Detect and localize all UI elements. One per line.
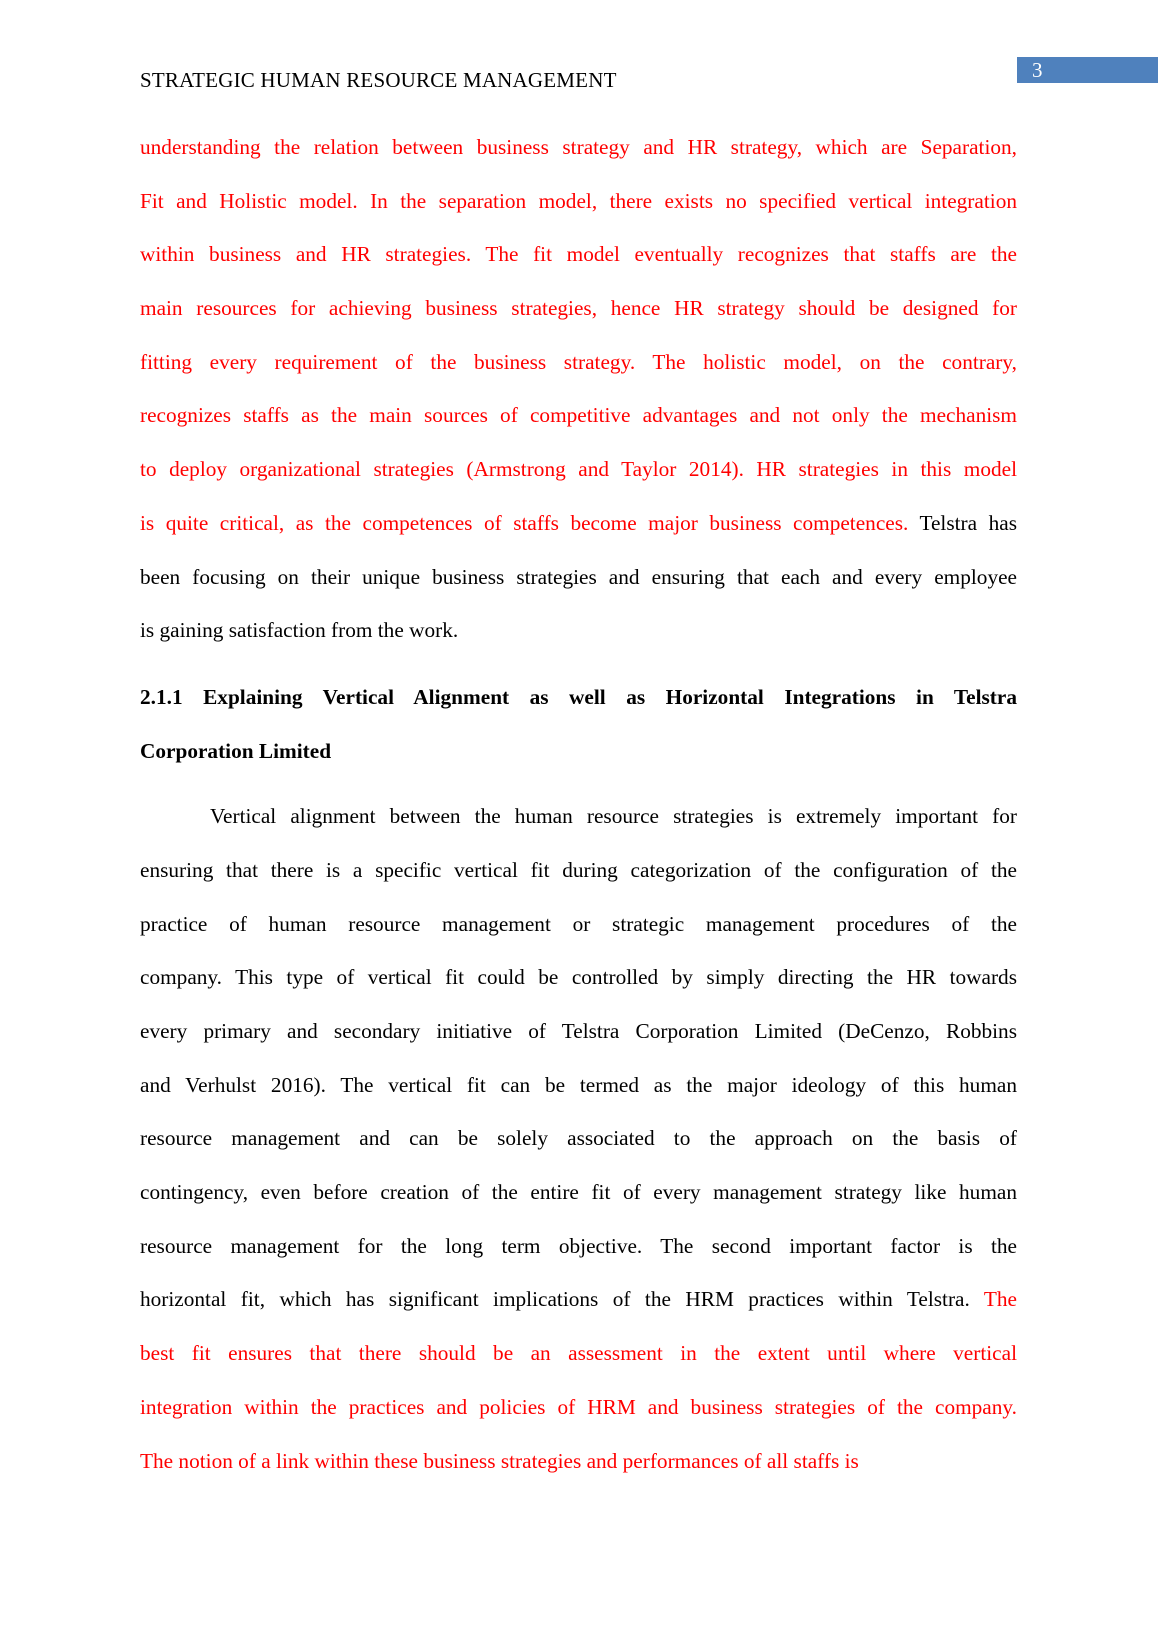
text-line [140,509,1017,563]
text-run: been focusing on their unique business strategies and ensuring that each and every employee [140,564,1017,589]
page-number-box [1017,57,1158,83]
text-line [140,1071,1017,1125]
text-run: company. This type of vertical fit could be controlled by simply directing the HR towards [140,965,1017,990]
highlighted-text: fitting every requirement of the business strategy. The holistic model, on the contrary, [140,349,1017,374]
text-line [140,1017,1017,1071]
paragraph-strategy-models [140,133,1017,670]
text-run: every primary and secondary initiative of Telstra Corporation Limited (DeCenzo, Robbins [140,1019,1017,1043]
text-line [140,1447,1017,1501]
text-run: Vertical alignment between the human resource strategies is extremely important for [210,804,1017,829]
text-run: and Verhulst 2016). The vertical fit can be termed as the major ideology of this human [140,1072,1017,1097]
highlighted-text: The notion of a link within these business strategies and performances of all staffs is [140,1448,859,1473]
highlighted-text: The [969,1287,1017,1312]
text-line [140,294,1017,348]
text-line [140,133,1017,187]
text-line [140,455,1017,509]
highlighted-text: within business and HR strategies. The fit model eventually recognizes that staffs are the [140,242,1017,267]
running-header: STRATEGIC HUMAN RESOURCE MANAGEMENT [140,68,617,92]
text-run: horizontal fit, which has significant implications of the HRM practices within Telstra. [140,1287,970,1312]
text-line [140,802,1017,856]
heading-line: Corporation Limited [140,738,332,763]
document-body [140,133,1017,1500]
text-run: resource management for the long term objective. The second important factor is the [140,1233,1017,1258]
text-run: practice of human resource management or strategic management procedures of the [140,911,1017,936]
text-line [140,1178,1017,1232]
highlighted-text: recognizes staffs as the main sources of competitive advantages and not only the mechanism [140,403,1017,428]
highlighted-text: integration within the practices and policies of HRM and business strategies of the company. [140,1394,1017,1419]
highlighted-text: Fit and Holistic model. In the separation model, there exists no specified vertical integration [140,188,1017,213]
section-heading [140,683,1017,790]
text-run: is gaining satisfaction from the work. [140,618,459,643]
text-line [140,187,1017,241]
highlighted-text: understanding the relation between business strategy and HR strategy, which are Separation, [140,135,1017,159]
text-run: contingency, even before creation of the entire fit of every management strategy like human [140,1180,1017,1205]
text-line [140,240,1017,294]
highlighted-text: to deploy organizational strategies (Armstrong and Taylor 2014). HR strategies in this model [140,457,1017,482]
heading-line: 2.1.1 Explaining Vertical Alignment as well as Horizontal Integrations in Telstra [140,684,1017,709]
text-line [140,1393,1017,1447]
text-line [140,1285,1017,1339]
text-line [140,910,1017,964]
text-line [140,401,1017,455]
text-line [140,616,1017,670]
text-run: resource management and can be solely associated to the approach on the basis of [140,1126,1017,1151]
highlighted-text: best fit ensures that there should be an assessment in the extent until where vertical [140,1341,1017,1366]
text-line [140,963,1017,1017]
text-line [140,348,1017,402]
text-line [140,1124,1017,1178]
highlighted-text: main resources for achieving business strategies, hence HR strategy should be designed for [140,296,1017,321]
text-line [140,1339,1017,1393]
paragraph-vertical-alignment [140,802,1017,1500]
text-line [140,856,1017,910]
page-number: 3 [1032,58,1043,82]
text-run: Telstra has [908,510,1017,535]
text-run: ensuring that there is a specific vertical fit during categorization of the configuration of the [140,857,1017,882]
text-line [140,563,1017,617]
highlighted-text: is quite critical, as the competences of staffs become major business competences. [140,510,909,535]
text-line [140,1232,1017,1286]
